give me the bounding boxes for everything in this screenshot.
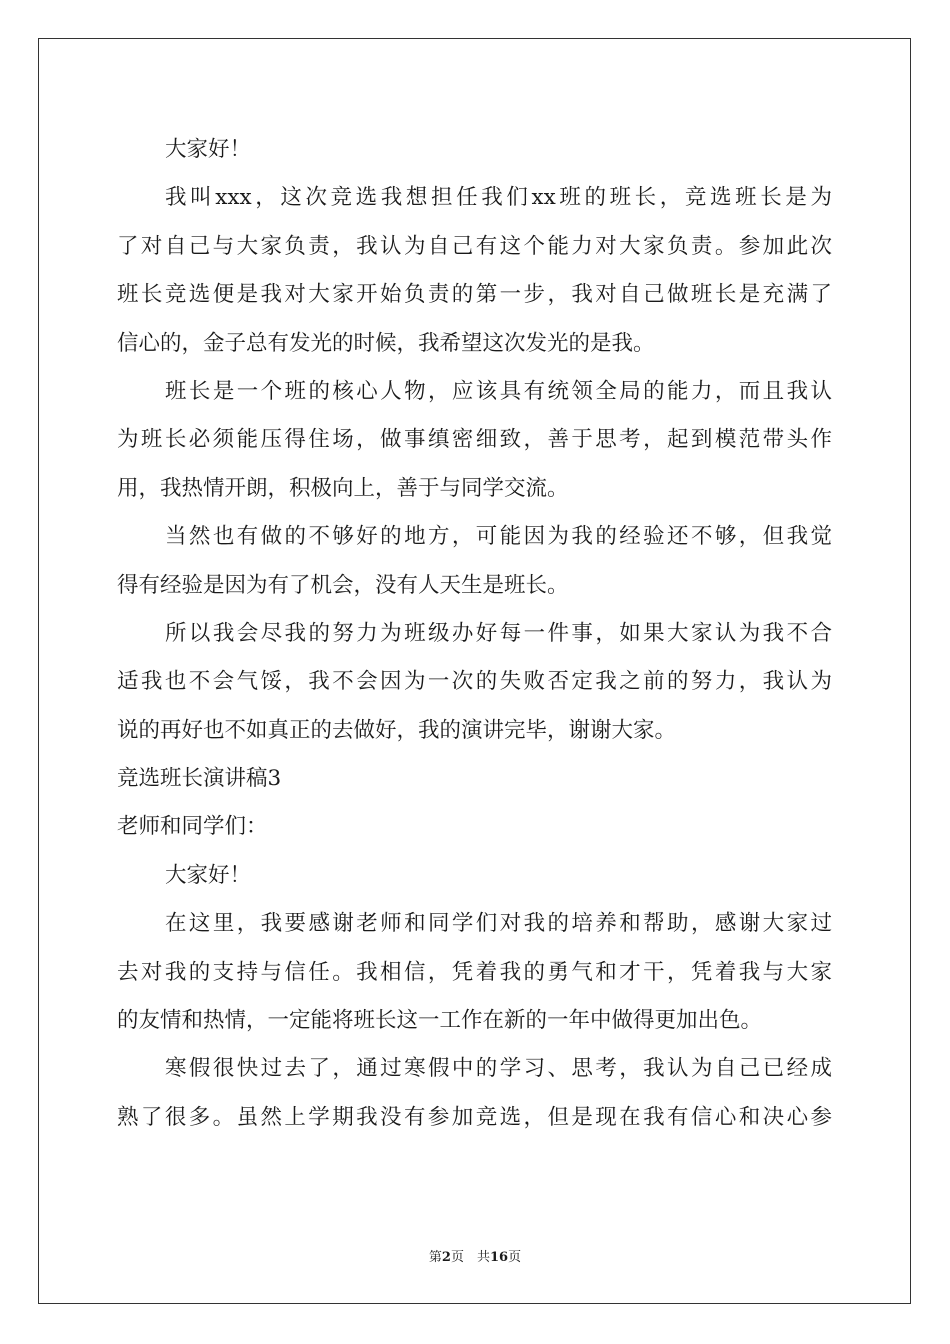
paragraph — [117, 368, 832, 513]
text-line: 我叫xxx，这次竞选我想担任我们xx班的班长，竞选班长是为 — [165, 185, 832, 211]
text-line: 班长竞选便是我对大家开始负责的第一步，我对自己做班长是充满了 — [117, 282, 832, 308]
page-footer — [0, 1246, 950, 1265]
text-line: 了对自己与大家负责，我认为自己有这个能力对大家负责。参加此次 — [117, 233, 832, 259]
text-line: 得有经验是因为有了机会，没有人天生是班长。 — [117, 572, 569, 598]
paragraph — [117, 513, 832, 610]
footer-prefix: 第 — [428, 1250, 442, 1265]
text-line: 当然也有做的不够好的地方，可能因为我的经验还不够，但我觉 — [165, 524, 832, 550]
text-line: 信心的，金子总有发光的时候，我希望这次发光的是我。 — [117, 330, 655, 356]
total-page-count: 16 — [489, 1250, 509, 1265]
paragraph — [117, 900, 832, 1045]
paragraph — [117, 126, 832, 174]
footer-middle: 页 共 — [450, 1250, 490, 1265]
text-line: 适我也不会气馁，我不会因为一次的失败否定我之前的努力，我认为 — [117, 669, 832, 695]
text-line: 熟了很多。虽然上学期我没有参加竞选，但是现在我有信心和决心参 — [117, 1104, 832, 1130]
text-line: 在这里，我要感谢老师和同学们对我的培养和帮助，感谢大家过 — [165, 911, 832, 937]
section-heading — [117, 755, 832, 803]
text-line: 用，我热情开朗，积极向上，善于与同学交流。 — [117, 475, 569, 501]
text-line: 所以我会尽我的努力为班级办好每一件事，如果大家认为我不合 — [165, 620, 832, 646]
document-body — [117, 126, 832, 1142]
paragraph — [117, 852, 832, 900]
paragraph — [117, 1045, 832, 1142]
text-line: 寒假很快过去了，通过寒假中的学习、思考，我认为自己已经成 — [165, 1056, 832, 1082]
text-line: 的友情和热情，一定能将班长这一工作在新的一年中做得更加出色。 — [117, 1008, 763, 1034]
text-line: 大家好！ — [165, 862, 252, 888]
paragraph — [117, 610, 832, 755]
paragraph — [117, 174, 832, 368]
text-line: 竞选班长演讲稿3 — [117, 766, 282, 792]
text-line: 班长是一个班的核心人物，应该具有统领全局的能力，而且我认 — [165, 378, 832, 404]
text-line: 大家好！ — [165, 137, 252, 162]
footer-suffix: 页 — [508, 1250, 522, 1265]
text-line: 去对我的支持与信任。我相信，凭着我的勇气和才干，凭着我与大家 — [117, 959, 832, 985]
text-line: 说的再好也不如真正的去做好，我的演讲完毕，谢谢大家。 — [117, 717, 677, 743]
current-page-number: 2 — [441, 1250, 451, 1265]
text-line: 为班长必须能压得住场，做事缜密细致，善于思考，起到模范带头作 — [117, 427, 832, 453]
salutation — [117, 803, 832, 851]
text-line: 老师和同学们： — [117, 814, 268, 840]
